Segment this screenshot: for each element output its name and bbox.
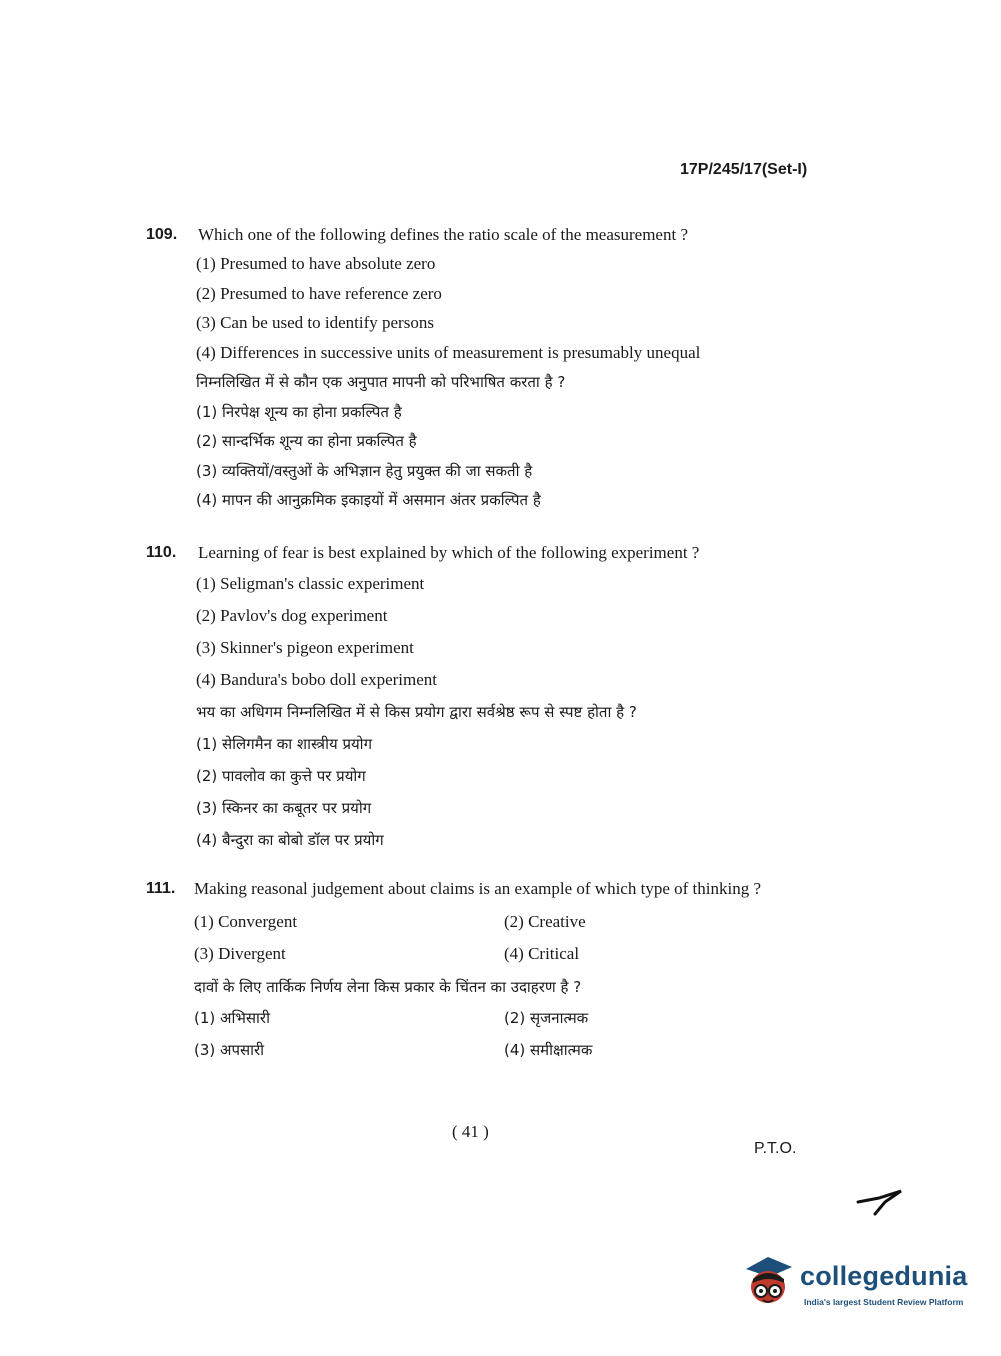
logo-tagline: India's largest Student Review Platform bbox=[804, 1297, 964, 1307]
option-hi: (1) सेलिगमैन का शास्त्रीय प्रयोग bbox=[196, 735, 373, 753]
option-hi: (2) सान्दर्भिक शून्य का होना प्रकल्पित है bbox=[196, 432, 417, 450]
question-text-hi: दावों के लिए तार्किक निर्णय लेना किस प्रकार के चिंतन का उदाहरण है ? bbox=[194, 978, 582, 996]
option-hi: (4) मापन की आनुक्रमिक इकाइयों में असमान अंतर प्रकल्पित है bbox=[196, 491, 541, 509]
pen-stroke-mark bbox=[855, 1188, 905, 1218]
question-number: 110. bbox=[146, 544, 177, 561]
option-en: (4) Differences in successive units of measurement is presumably unequal bbox=[196, 342, 701, 362]
question-text-en: Which one of the following defines the ratio scale of the measurement ? bbox=[198, 225, 688, 244]
option-hi: (2) पावलोव का कुत्ते पर प्रयोग bbox=[196, 767, 366, 785]
option-hi: (3) व्यक्तियों/वस्तुओं के अभिज्ञान हेतु प्रयुक्त की जा सकती है bbox=[196, 461, 533, 480]
question-number: 111. bbox=[146, 880, 176, 897]
collegedunia-logo[interactable] bbox=[742, 1253, 972, 1313]
option-en: (1) Presumed to have absolute zero bbox=[196, 254, 436, 273]
graduate-face-icon bbox=[742, 1253, 800, 1309]
option-en: (2) Pavlov's dog experiment bbox=[196, 606, 388, 625]
option-hi: (4) समीक्षात्मक bbox=[504, 1041, 593, 1059]
option-en: (3) Divergent bbox=[194, 944, 286, 963]
question-110 bbox=[146, 542, 826, 861]
option-hi: (1) अभिसारी bbox=[194, 1009, 270, 1027]
question-text-hi: निम्नलिखित में से कौन एक अनुपात मापनी को परिभाषित करता है ? bbox=[196, 373, 566, 391]
option-en: (3) Skinner's pigeon experiment bbox=[196, 638, 414, 657]
pto-label: P.T.O. bbox=[754, 1140, 797, 1157]
option-hi: (3) स्किनर का कबूतर पर प्रयोग bbox=[196, 799, 372, 817]
question-text-en: Making reasonal judgement about claims is an example of which type of thinking ? bbox=[194, 879, 761, 898]
option-en: (1) Convergent bbox=[194, 912, 298, 931]
question-number: 109. bbox=[146, 226, 178, 243]
question-text-en: Learning of fear is best explained by which of the following experiment ? bbox=[198, 543, 700, 562]
logo-wordmark: collegedunia bbox=[800, 1261, 968, 1291]
option-hi: (4) बैन्दुरा का बोबो डॉल पर प्रयोग bbox=[196, 831, 384, 849]
option-en: (2) Presumed to have reference zero bbox=[196, 283, 442, 303]
question-109 bbox=[146, 224, 826, 519]
option-en: (4) Critical bbox=[504, 944, 580, 963]
option-hi: (3) अपसारी bbox=[194, 1041, 265, 1059]
options-grid-hi bbox=[194, 1008, 826, 1060]
option-en: (3) Can be used to identify persons bbox=[196, 313, 434, 332]
option-en: (4) Bandura's bobo doll experiment bbox=[196, 670, 438, 689]
page-number: ( 41 ) bbox=[452, 1122, 489, 1141]
paper-code: 17P/245/17(Set-I) bbox=[680, 161, 808, 178]
option-en: (2) Creative bbox=[504, 912, 586, 931]
option-hi: (1) निरपेक्ष शून्य का होना प्रकल्पित है bbox=[196, 402, 402, 421]
question-111 bbox=[146, 878, 826, 1060]
option-en: (1) Seligman's classic experiment bbox=[196, 574, 425, 593]
option-hi: (2) सृजनात्मक bbox=[504, 1009, 589, 1027]
question-text-hi: भय का अधिगम निम्नलिखित में से किस प्रयोग द्वारा सर्वश्रेष्ठ रूप से स्पष्ट होता है ? bbox=[196, 703, 637, 721]
options-grid-en bbox=[194, 912, 826, 964]
